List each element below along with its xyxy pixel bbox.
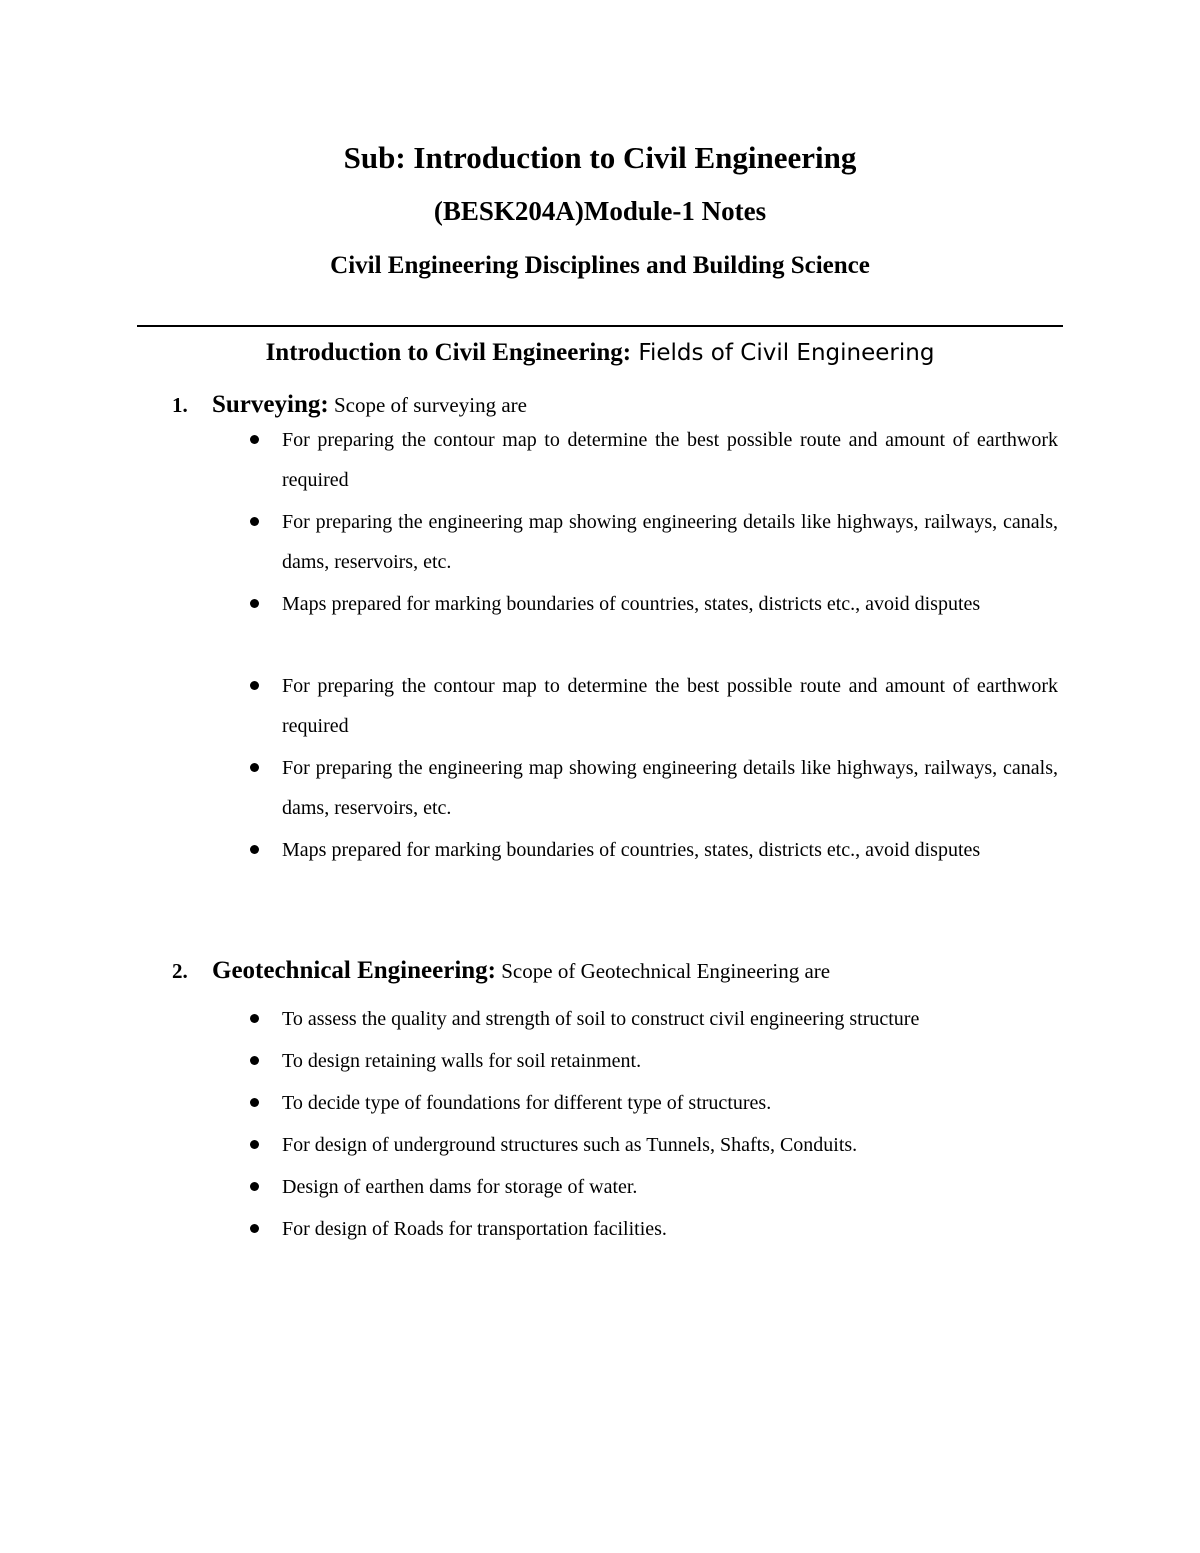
list-item (250, 1083, 1058, 1123)
section-heading-plain: Fields of Civil Engineering (631, 340, 935, 366)
list-item-text: For preparing the contour map to determine the best possible route and amount of earthwork required (282, 429, 1058, 491)
list-item-text: For preparing the engineering map showing engineering details like highways, railways, canals, dams, reservoirs, etc. (282, 511, 1058, 573)
bullet-icon (250, 435, 259, 444)
list-item (250, 420, 1058, 500)
bullet-icon (250, 763, 259, 772)
list-item-text: Maps prepared for marking boundaries of countries, states, districts etc., avoid disputes (282, 593, 981, 615)
list-item-text: For design of Roads for transportation facilities. (282, 1218, 667, 1240)
bullet-icon (250, 1182, 259, 1191)
list-item (250, 999, 1058, 1039)
list-item-text: For preparing the engineering map showing engineering details like highways, railways, canals, dams, reservoirs, etc. (282, 757, 1058, 819)
section-1-rest: Scope of surveying are (328, 393, 527, 417)
list-item (250, 666, 1058, 746)
bullet-icon (250, 1056, 259, 1065)
section-1-number: 1. (172, 393, 188, 417)
list-item (250, 748, 1058, 828)
section-1-heading (172, 391, 527, 419)
section-heading-bold: Introduction to Civil Engineering: (265, 339, 632, 366)
module-code-title: (BESK204A)Module-1 Notes (433, 196, 767, 226)
section-2-number: 2. (172, 959, 188, 983)
subtitle: Civil Engineering Disciplines and Building Science (330, 252, 870, 279)
list-item (250, 1041, 1058, 1081)
section-2-rest: Scope of Geotechnical Engineering are (496, 959, 831, 983)
list-item-text: For design of underground structures such as Tunnels, Shafts, Conduits. (282, 1134, 858, 1156)
list-item (250, 1167, 1058, 1207)
list-item (250, 1209, 1058, 1249)
bullet-icon (250, 599, 259, 608)
horizontal-divider (137, 325, 1063, 327)
bullet-icon (250, 517, 259, 526)
bullet-icon (250, 1140, 259, 1149)
list-item-text: Design of earthen dams for storage of water. (282, 1176, 638, 1198)
bullet-icon (250, 1014, 259, 1023)
section-2-heading (172, 957, 830, 985)
bullet-icon (250, 1098, 259, 1107)
list-item-text: For preparing the contour map to determine the best possible route and amount of earthwork required (282, 675, 1058, 737)
section-2-term: Geotechnical Engineering: (212, 957, 496, 984)
list-item (250, 830, 1058, 870)
bullet-icon (250, 681, 259, 690)
section-heading (0, 339, 1200, 367)
list-item-text: Maps prepared for marking boundaries of countries, states, districts etc., avoid disputes (282, 839, 981, 861)
list-item-text: To decide type of foundations for different type of structures. (282, 1092, 772, 1114)
list-item (250, 584, 1058, 624)
section-1-term: Surveying: (212, 391, 329, 418)
list-item-text: To design retaining walls for soil retainment. (282, 1050, 642, 1072)
bullet-icon (250, 1224, 259, 1233)
list-item (250, 502, 1058, 582)
subject-title: Sub: Introduction to Civil Engineering (343, 140, 857, 175)
bullet-icon (250, 845, 259, 854)
list-item (250, 1125, 1058, 1165)
list-item-text: To assess the quality and strength of soil to construct civil engineering structure (282, 1008, 920, 1030)
